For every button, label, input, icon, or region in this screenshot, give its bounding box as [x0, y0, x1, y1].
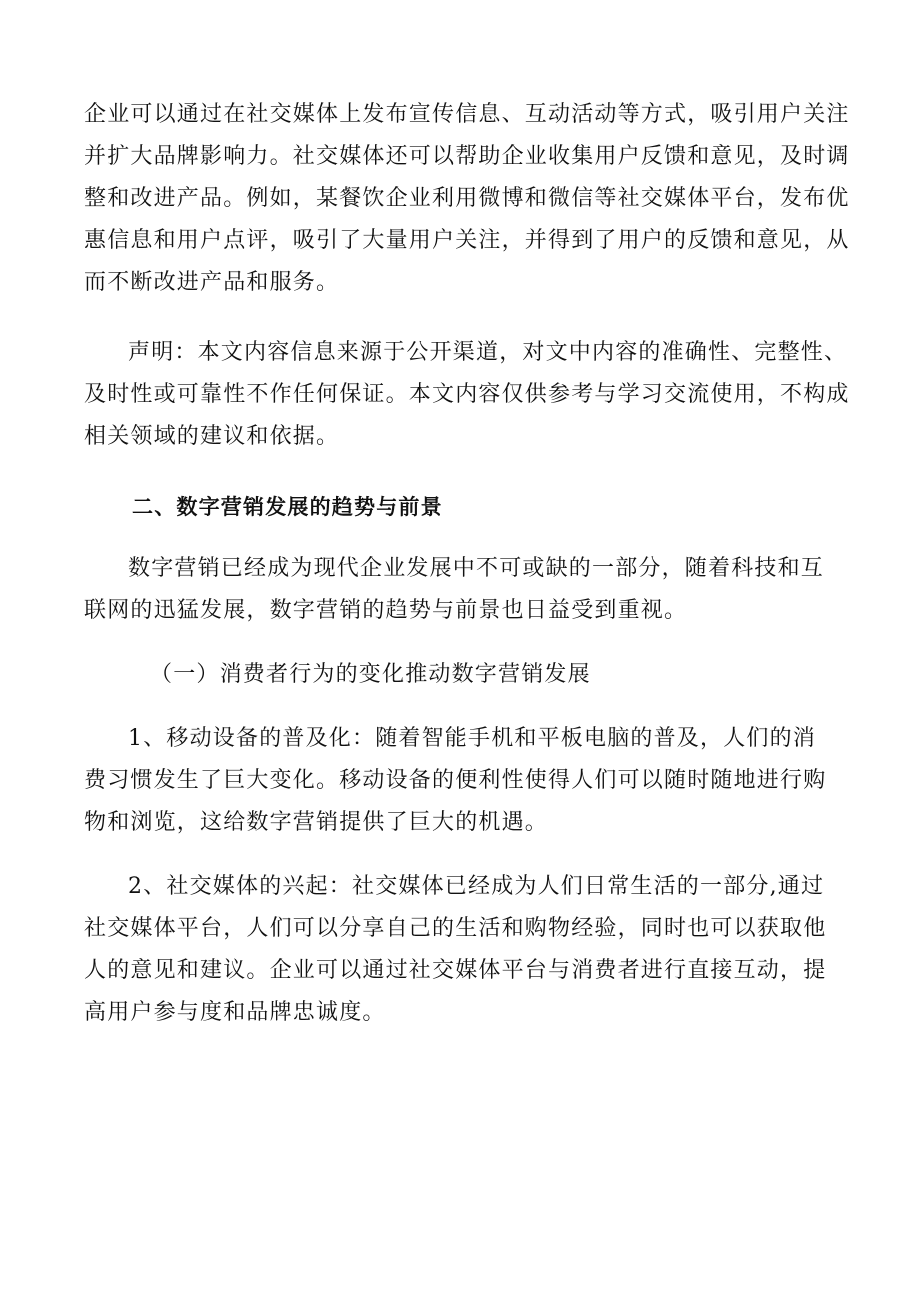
text-line: 1、移动设备的普及化：随着智能手机和平板电脑的普及，人们的消 [128, 726, 816, 751]
section-heading: 二、数字营销发展的趋势与前景 [132, 495, 443, 519]
text-line: 声明：本文内容信息来源于公开渠道，对文中内容的准确性、完整性、 [128, 340, 848, 365]
text-line: 惠信息和用户点评，吸引了大量用户关注，并得到了用户的反馈和意见，从 [84, 228, 850, 253]
text-line: 相关领域的建议和依据。 [84, 424, 340, 449]
text-line: 社交媒体平台，人们可以分享自己的生活和购物经验，同时也可以获取他 [84, 916, 827, 941]
text-line: 联网的迅猛发展，数字营销的趋势与前景也日益受到重视。 [84, 598, 688, 623]
text-line: 数字营销已经成为现代企业发展中不可或缺的一部分，随着科技和互 [128, 556, 825, 581]
text-line: 人的意见和建议。企业可以通过社交媒体平台与消费者进行直接互动，提 [84, 958, 827, 983]
text-line: 及时性或可靠性不作任何保证。本文内容仅供参考与学习交流使用，不构成 [84, 382, 850, 407]
text-line: 高用户参与度和品牌忠诚度。 [84, 1000, 386, 1025]
text-line: 2、社交媒体的兴起：社交媒体已经成为人们日常生活的一部分,通过 [128, 874, 825, 899]
text-line: 整和改进产品。例如，某餐饮企业利用微博和微信等社交媒体平台，发布优 [84, 186, 850, 211]
subsection-heading: （一）消费者行为的变化推动数字营销发展 [150, 662, 591, 687]
text-line: 企业可以通过在社交媒体上发布宣传信息、互动活动等方式，吸引用户关注 [84, 102, 850, 127]
list-item-mobile-devices [84, 718, 836, 844]
text-line: 并扩大品牌影响力。社交媒体还可以帮助企业收集用户反馈和意见，及时调 [84, 144, 850, 169]
text-line: 费习惯发生了巨大变化。移动设备的便利性使得人们可以随时随地进行购 [84, 768, 827, 793]
document-page [84, 94, 850, 1056]
list-item-social-media-rise [84, 866, 836, 1034]
paragraph-social-media-marketing [84, 94, 850, 304]
intro-paragraph [84, 548, 836, 632]
disclaimer-paragraph [84, 332, 850, 458]
text-line: 物和浏览，这给数字营销提供了巨大的机遇。 [84, 810, 549, 835]
text-line: 而不断改进产品和服务。 [84, 270, 340, 295]
